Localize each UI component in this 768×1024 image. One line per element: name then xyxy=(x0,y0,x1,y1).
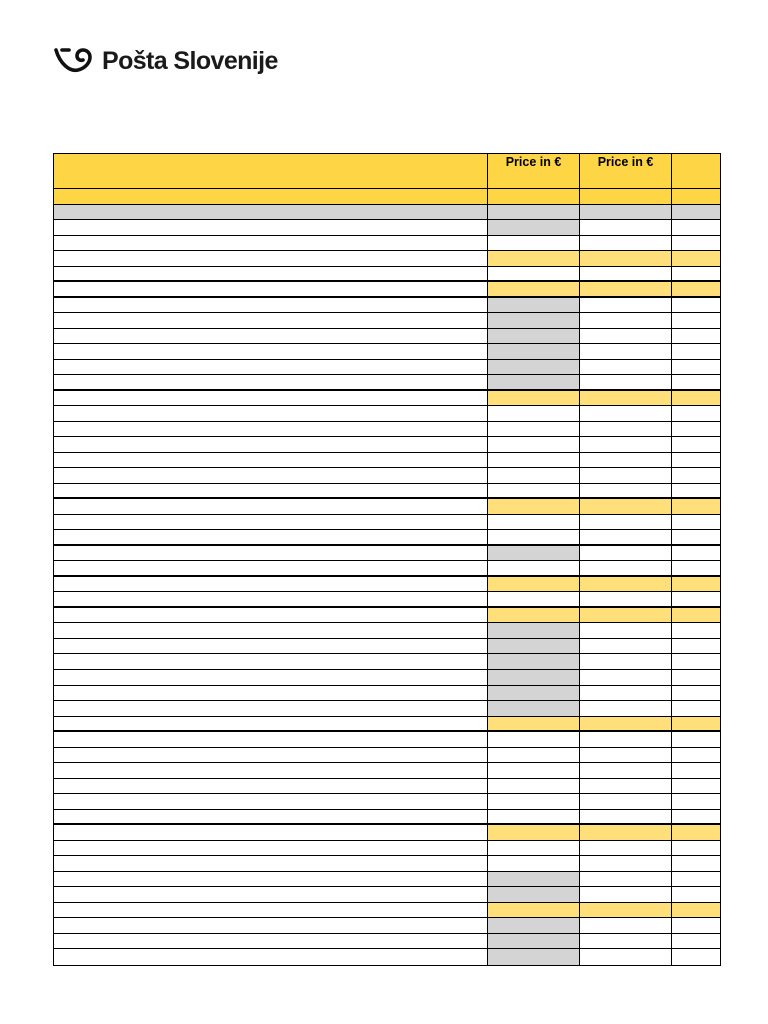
table-row xyxy=(54,748,720,764)
cell-description xyxy=(54,220,488,235)
cell-price-1 xyxy=(488,546,580,561)
cell-description xyxy=(54,732,488,747)
cell-price-2 xyxy=(580,577,672,592)
cell-description xyxy=(54,623,488,638)
cell-extra xyxy=(672,748,720,763)
brand-logo xyxy=(54,46,278,76)
cell-description xyxy=(54,484,488,498)
cell-extra xyxy=(672,856,720,871)
cell-price-2 xyxy=(580,887,672,902)
cell-price-1 xyxy=(488,686,580,701)
cell-price-1 xyxy=(488,267,580,281)
cell-extra xyxy=(672,810,720,824)
table-row xyxy=(54,515,720,531)
cell-extra xyxy=(672,608,720,623)
cell-extra xyxy=(672,391,720,406)
cell-price-1 xyxy=(488,515,580,530)
cell-price-1 xyxy=(488,810,580,824)
cell-description xyxy=(54,329,488,344)
cell-extra xyxy=(672,189,720,204)
table-row xyxy=(54,484,720,500)
table-row xyxy=(54,732,720,748)
cell-price-2 xyxy=(580,623,672,638)
table-row xyxy=(54,841,720,857)
cell-price-1 xyxy=(488,918,580,933)
cell-description xyxy=(54,267,488,281)
cell-price-1 xyxy=(488,872,580,887)
cell-price-2 xyxy=(580,763,672,778)
table-row xyxy=(54,654,720,670)
cell-price-2 xyxy=(580,313,672,328)
cell-price-2 xyxy=(580,934,672,949)
cell-price-2 xyxy=(580,670,672,685)
cell-price-1 xyxy=(488,763,580,778)
table-body xyxy=(54,189,720,965)
table-row xyxy=(54,205,720,221)
cell-extra xyxy=(672,453,720,468)
cell-price-2 xyxy=(580,794,672,809)
cell-price-1 xyxy=(488,841,580,856)
cell-price-2 xyxy=(580,903,672,918)
cell-price-1 xyxy=(488,282,580,296)
cell-extra xyxy=(672,670,720,685)
cell-extra xyxy=(672,918,720,933)
brand-name: Pošta Slovenije xyxy=(102,46,278,75)
table-row xyxy=(54,344,720,360)
cell-description xyxy=(54,903,488,918)
table-row xyxy=(54,623,720,639)
cell-price-2 xyxy=(580,360,672,375)
table-row xyxy=(54,686,720,702)
cell-description xyxy=(54,391,488,406)
cell-extra xyxy=(672,329,720,344)
table-row xyxy=(54,872,720,888)
table-row xyxy=(54,887,720,903)
cell-description xyxy=(54,453,488,468)
table-row xyxy=(54,267,720,283)
cell-price-2 xyxy=(580,484,672,498)
price-table xyxy=(53,153,721,966)
cell-price-1 xyxy=(488,825,580,840)
cell-price-2 xyxy=(580,406,672,421)
cell-price-2 xyxy=(580,825,672,840)
table-row xyxy=(54,406,720,422)
cell-description xyxy=(54,748,488,763)
cell-description xyxy=(54,825,488,840)
table-row xyxy=(54,670,720,686)
header-price-1: Price in € xyxy=(488,154,580,188)
cell-price-2 xyxy=(580,437,672,452)
table-row xyxy=(54,422,720,438)
cell-extra xyxy=(672,654,720,669)
cell-price-1 xyxy=(488,360,580,375)
cell-price-1 xyxy=(488,577,580,592)
table-row xyxy=(54,546,720,562)
cell-price-2 xyxy=(580,251,672,266)
cell-price-1 xyxy=(488,484,580,498)
cell-description xyxy=(54,468,488,483)
cell-price-1 xyxy=(488,453,580,468)
cell-description xyxy=(54,515,488,530)
cell-price-2 xyxy=(580,344,672,359)
table-row xyxy=(54,918,720,934)
cell-price-1 xyxy=(488,654,580,669)
cell-price-2 xyxy=(580,841,672,856)
cell-price-2 xyxy=(580,592,672,606)
cell-price-1 xyxy=(488,220,580,235)
cell-extra xyxy=(672,546,720,561)
cell-extra xyxy=(672,484,720,498)
cell-extra xyxy=(672,887,720,902)
cell-description xyxy=(54,794,488,809)
table-row xyxy=(54,189,720,205)
cell-price-1 xyxy=(488,639,580,654)
cell-description xyxy=(54,205,488,220)
cell-description xyxy=(54,236,488,251)
cell-price-1 xyxy=(488,887,580,902)
table-row xyxy=(54,608,720,624)
cell-price-2 xyxy=(580,515,672,530)
cell-price-2 xyxy=(580,608,672,623)
cell-price-1 xyxy=(488,437,580,452)
cell-extra xyxy=(672,437,720,452)
cell-extra xyxy=(672,717,720,731)
cell-price-1 xyxy=(488,949,580,965)
cell-description xyxy=(54,546,488,561)
cell-extra xyxy=(672,592,720,606)
cell-extra xyxy=(672,825,720,840)
cell-price-2 xyxy=(580,717,672,731)
cell-extra xyxy=(672,251,720,266)
cell-description xyxy=(54,779,488,794)
cell-price-2 xyxy=(580,779,672,794)
cell-price-2 xyxy=(580,530,672,544)
cell-description xyxy=(54,530,488,544)
cell-extra xyxy=(672,530,720,544)
cell-extra xyxy=(672,794,720,809)
table-row xyxy=(54,391,720,407)
cell-price-2 xyxy=(580,453,672,468)
cell-description xyxy=(54,298,488,313)
cell-price-2 xyxy=(580,748,672,763)
table-row xyxy=(54,794,720,810)
cell-price-2 xyxy=(580,422,672,437)
table-row xyxy=(54,499,720,515)
cell-extra xyxy=(672,763,720,778)
cell-price-1 xyxy=(488,903,580,918)
cell-extra xyxy=(672,313,720,328)
cell-price-1 xyxy=(488,779,580,794)
cell-price-1 xyxy=(488,406,580,421)
cell-price-1 xyxy=(488,530,580,544)
cell-price-1 xyxy=(488,251,580,266)
cell-extra xyxy=(672,267,720,281)
cell-price-1 xyxy=(488,344,580,359)
table-row xyxy=(54,825,720,841)
table-row xyxy=(54,282,720,298)
cell-price-1 xyxy=(488,422,580,437)
cell-extra xyxy=(672,282,720,296)
cell-description xyxy=(54,608,488,623)
cell-price-2 xyxy=(580,267,672,281)
cell-price-1 xyxy=(488,856,580,871)
cell-description xyxy=(54,810,488,824)
cell-extra xyxy=(672,841,720,856)
cell-price-1 xyxy=(488,499,580,514)
cell-description xyxy=(54,282,488,296)
post-horn-icon xyxy=(54,46,96,76)
cell-description xyxy=(54,189,488,204)
table-row xyxy=(54,360,720,376)
cell-extra xyxy=(672,422,720,437)
cell-price-1 xyxy=(488,561,580,575)
cell-description xyxy=(54,934,488,949)
header-description-cell xyxy=(54,154,488,188)
cell-price-2 xyxy=(580,282,672,296)
cell-price-2 xyxy=(580,639,672,654)
cell-price-2 xyxy=(580,654,672,669)
cell-price-1 xyxy=(488,608,580,623)
table-row xyxy=(54,298,720,314)
cell-price-1 xyxy=(488,468,580,483)
table-row xyxy=(54,468,720,484)
cell-price-2 xyxy=(580,220,672,235)
cell-description xyxy=(54,375,488,389)
cell-description xyxy=(54,763,488,778)
cell-description xyxy=(54,437,488,452)
table-row xyxy=(54,934,720,950)
cell-description xyxy=(54,841,488,856)
table-row xyxy=(54,251,720,267)
cell-description xyxy=(54,344,488,359)
cell-price-1 xyxy=(488,732,580,747)
table-row xyxy=(54,701,720,717)
cell-price-1 xyxy=(488,375,580,389)
cell-price-2 xyxy=(580,236,672,251)
table-row xyxy=(54,856,720,872)
cell-extra xyxy=(672,344,720,359)
table-row xyxy=(54,530,720,546)
table-row xyxy=(54,561,720,577)
cell-extra xyxy=(672,360,720,375)
cell-price-2 xyxy=(580,298,672,313)
cell-description xyxy=(54,577,488,592)
header-price-2: Price in € xyxy=(580,154,672,188)
cell-extra xyxy=(672,701,720,716)
cell-price-1 xyxy=(488,189,580,204)
table-row xyxy=(54,453,720,469)
table-row xyxy=(54,375,720,391)
cell-price-2 xyxy=(580,918,672,933)
table-row xyxy=(54,717,720,733)
table-row xyxy=(54,220,720,236)
cell-description xyxy=(54,561,488,575)
cell-price-2 xyxy=(580,546,672,561)
table-row xyxy=(54,810,720,826)
cell-extra xyxy=(672,468,720,483)
table-row xyxy=(54,236,720,252)
cell-price-1 xyxy=(488,717,580,731)
cell-extra xyxy=(672,623,720,638)
cell-extra xyxy=(672,205,720,220)
cell-description xyxy=(54,406,488,421)
cell-price-2 xyxy=(580,561,672,575)
table-row xyxy=(54,577,720,593)
cell-extra xyxy=(672,236,720,251)
table-row xyxy=(54,779,720,795)
cell-price-1 xyxy=(488,623,580,638)
cell-description xyxy=(54,701,488,716)
cell-price-1 xyxy=(488,298,580,313)
cell-description xyxy=(54,654,488,669)
cell-price-1 xyxy=(488,748,580,763)
cell-extra xyxy=(672,561,720,575)
cell-price-2 xyxy=(580,189,672,204)
cell-description xyxy=(54,639,488,654)
cell-description xyxy=(54,717,488,731)
cell-extra xyxy=(672,577,720,592)
cell-price-2 xyxy=(580,391,672,406)
cell-price-2 xyxy=(580,205,672,220)
cell-price-2 xyxy=(580,686,672,701)
cell-description xyxy=(54,592,488,606)
cell-extra xyxy=(672,298,720,313)
table-row xyxy=(54,763,720,779)
cell-description xyxy=(54,856,488,871)
cell-extra xyxy=(672,639,720,654)
cell-description xyxy=(54,422,488,437)
cell-extra xyxy=(672,732,720,747)
cell-price-2 xyxy=(580,732,672,747)
table-row xyxy=(54,329,720,345)
cell-description xyxy=(54,686,488,701)
cell-price-1 xyxy=(488,329,580,344)
cell-description xyxy=(54,670,488,685)
cell-price-2 xyxy=(580,872,672,887)
cell-description xyxy=(54,251,488,266)
cell-price-2 xyxy=(580,949,672,965)
table-row xyxy=(54,313,720,329)
cell-extra xyxy=(672,220,720,235)
cell-extra xyxy=(672,375,720,389)
table-header xyxy=(54,154,720,189)
cell-extra xyxy=(672,515,720,530)
cell-extra xyxy=(672,779,720,794)
cell-price-2 xyxy=(580,329,672,344)
cell-price-2 xyxy=(580,499,672,514)
cell-description xyxy=(54,918,488,933)
cell-price-2 xyxy=(580,375,672,389)
cell-extra xyxy=(672,406,720,421)
cell-price-1 xyxy=(488,670,580,685)
cell-price-1 xyxy=(488,205,580,220)
cell-description xyxy=(54,887,488,902)
cell-extra xyxy=(672,872,720,887)
table-row xyxy=(54,903,720,919)
cell-extra xyxy=(672,686,720,701)
cell-price-1 xyxy=(488,794,580,809)
cell-description xyxy=(54,872,488,887)
cell-price-2 xyxy=(580,810,672,824)
cell-description xyxy=(54,949,488,965)
cell-price-1 xyxy=(488,391,580,406)
cell-extra xyxy=(672,903,720,918)
cell-price-1 xyxy=(488,313,580,328)
cell-price-2 xyxy=(580,468,672,483)
table-row xyxy=(54,437,720,453)
cell-extra xyxy=(672,499,720,514)
cell-description xyxy=(54,360,488,375)
cell-price-2 xyxy=(580,856,672,871)
table-row xyxy=(54,639,720,655)
cell-price-1 xyxy=(488,236,580,251)
cell-price-2 xyxy=(580,701,672,716)
table-row xyxy=(54,949,720,965)
cell-price-1 xyxy=(488,934,580,949)
cell-price-1 xyxy=(488,592,580,606)
cell-description xyxy=(54,499,488,514)
cell-extra xyxy=(672,949,720,965)
table-row xyxy=(54,592,720,608)
cell-price-1 xyxy=(488,701,580,716)
header-extra-cell xyxy=(672,154,720,188)
cell-description xyxy=(54,313,488,328)
cell-extra xyxy=(672,934,720,949)
